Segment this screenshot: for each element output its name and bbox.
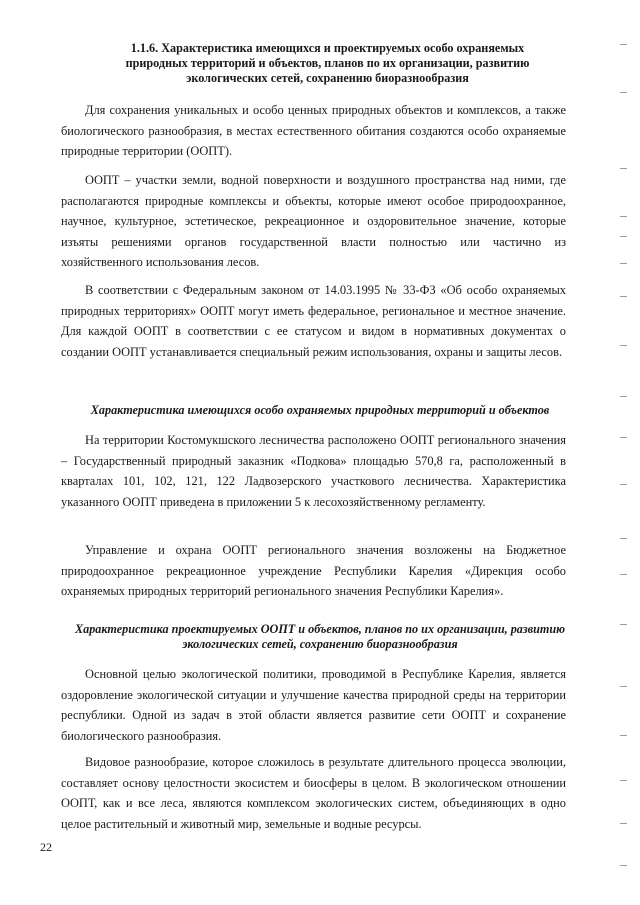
paragraph-existing-2: Управление и охрана ООПТ регионального значения возложены на Бюджетное природоохранное рекреационное учреждение Республики Карелия «Дирекция особо охраняемых природных территорий регионального значения Республики Карелия».	[61, 543, 566, 598]
scan-margin-mark	[620, 735, 627, 736]
page-number: 22	[40, 840, 52, 854]
section-heading: 1.1.6. Характеристика имеющихся и проектируемых особо охраняемых природных территорий и объектов, планов по их организации, развитию экологических сетей, сохранению биоразнообразия	[125, 41, 530, 85]
paragraph-intro-1: Для сохранения уникальных и особо ценных природных объектов и комплексов, а также биологического разнообразия, в местах естественного обитания создаются особо охраняемые природные территории (ООПТ).	[61, 103, 566, 158]
scan-margin-mark	[620, 296, 627, 297]
scan-margin-mark	[620, 437, 627, 438]
subheading-planned-oopt: Характеристика проектируемых ООПТ и объектов, планов по их организации, развитию экологических сетей, сохранению биоразнообразия	[74, 622, 566, 651]
scan-margin-mark	[620, 396, 627, 397]
scan-margin-mark	[620, 44, 627, 45]
scan-margin-mark	[620, 538, 627, 539]
scan-margin-mark	[620, 823, 627, 824]
scan-margin-mark	[620, 574, 627, 575]
scan-margin-mark	[620, 236, 627, 237]
scan-margin-mark	[620, 484, 627, 485]
scan-margin-mark	[620, 92, 627, 93]
paragraph-planned-1: Основной целью экологической политики, проводимой в Республике Карелия, является оздоровление экологической ситуации и улучшение качества природной среды на территории республики. Одной из задач в этой области является развитие сети ООПТ и сохранение биологического разнообразия.	[61, 667, 566, 743]
paragraph-planned-2: Видовое разнообразие, которое сложилось в результате длительного процесса эволюции, составляет основу целостности экосистем и биосферы в целом. В экологическом отношении ООПТ, как и все леса, являются комплексом экологических систем, объединяющих в одно целое растительный и животный мир, земельные и водные ресурсы.	[61, 755, 566, 831]
scan-margin-mark	[620, 345, 627, 346]
subheading-existing-oopt: Характеристика имеющихся особо охраняемых природных территорий и объектов	[90, 403, 550, 417]
scan-margin-mark	[620, 168, 627, 169]
scan-margin-mark	[620, 216, 627, 217]
scan-margin-mark	[620, 624, 627, 625]
scan-margin-mark	[620, 686, 627, 687]
scan-margin-mark	[620, 865, 627, 866]
scan-margin-mark	[620, 263, 627, 264]
scan-margin-mark	[620, 780, 627, 781]
paragraph-intro-2: ООПТ – участки земли, водной поверхности и воздушного пространства над ними, где располагаются природные комплексы и объекты, которые имеют особое природоохранное, научное, культурное, эстетическое, рекреационное и оздоровительное значение, которые изъяты решениями органов государственной власти полностью или частично из хозяйственного использования лесов.	[61, 173, 566, 269]
paragraph-intro-3: В соответствии с Федеральным законом от 14.03.1995 № 33-ФЗ «Об особо охраняемых природных территориях» ООПТ могут иметь федеральное, региональное и местное значение. Для каждой ООПТ в соответствии с ее статусом и видом в нормативных документах о создании ООПТ устанавливается специальный режим использования, охраны и защиты лесов.	[61, 283, 566, 359]
paragraph-existing-1: На территории Костомукшского лесничества расположено ООПТ регионального значения – Государственный природный заказник «Подкова» площадью 570,8 га, расположенный в кварталах 101, 102, 121, 122 Ладвозерского участкового лесничества. Характеристика указанного ООПТ приведена в приложении 5 к лесохозяйственному регламенту.	[61, 433, 566, 509]
